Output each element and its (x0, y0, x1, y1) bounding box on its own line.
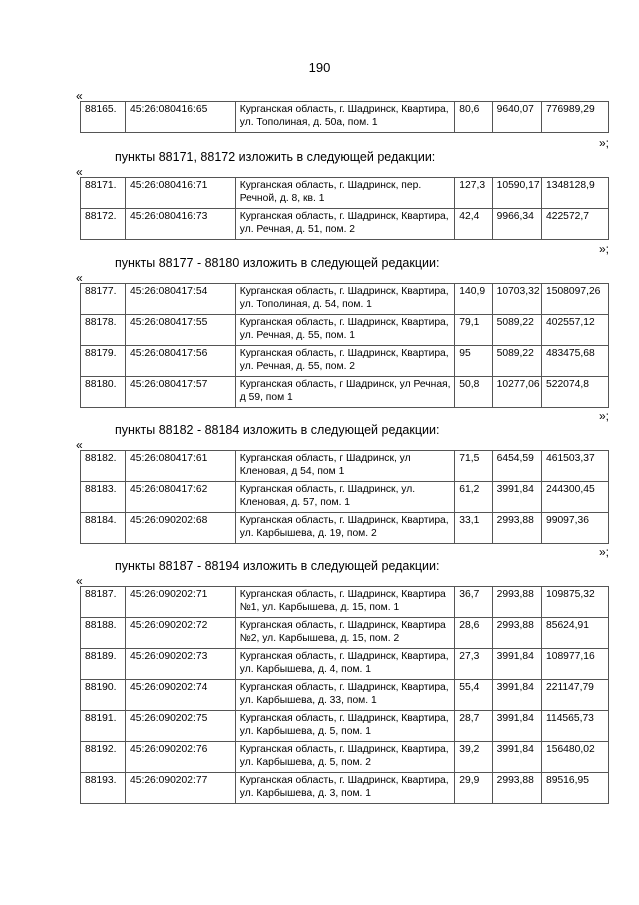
cell-number: 88188. (81, 618, 126, 649)
cell-address: Курганская область, г. Шадринск, Квартира, ул. Речная, д. 55, пом. 1 (235, 315, 455, 346)
cell-cadastral: 45:26:090202:68 (126, 513, 236, 544)
cell-cadastral: 45:26:080416:65 (126, 102, 236, 133)
quote-open: « (76, 165, 83, 179)
quote-close: »; (598, 545, 609, 559)
instruction-text: пункты 88171, 88172 изложить в следующей редакции: (115, 150, 436, 164)
cell-value: 522074,8 (542, 377, 609, 408)
table-row (81, 315, 609, 346)
cell-address: Курганская область, г. Шадринск, ул. Кленовая, д. 57, пом. 1 (235, 482, 455, 513)
quote-open: « (76, 574, 83, 588)
cell-rate: 9966,34 (492, 209, 541, 240)
cell-address: Курганская область, г. Шадринск, Квартира, ул. Карбышева, д. 3, пом. 1 (235, 773, 455, 804)
cell-rate: 10703,32 (492, 284, 541, 315)
quote-close: »; (598, 242, 609, 256)
cell-address: Курганская область, г. Шадринск, пер. Речной, д. 8, кв. 1 (235, 178, 455, 209)
cell-address: Курганская область, г. Шадринск, Квартира №2, ул. Карбышева, д. 15, пом. 2 (235, 618, 455, 649)
cell-cadastral: 45:26:090202:71 (126, 587, 236, 618)
cell-value: 422572,7 (542, 209, 609, 240)
cell-value: 483475,68 (542, 346, 609, 377)
instruction-text: пункты 88182 - 88184 изложить в следующей редакции: (115, 423, 440, 437)
instruction-text: пункты 88177 - 88180 изложить в следующей редакции: (115, 256, 440, 270)
cell-rate: 2993,88 (492, 773, 541, 804)
cell-cadastral: 45:26:090202:72 (126, 618, 236, 649)
cell-address: Курганская область, г. Шадринск, Квартира, ул. Карбышева, д. 5, пом. 2 (235, 742, 455, 773)
cell-area: 55,4 (455, 680, 492, 711)
table-section-2 (80, 283, 609, 408)
cell-cadastral: 45:26:080416:73 (126, 209, 236, 240)
cell-number: 88182. (81, 451, 126, 482)
cell-address: Курганская область, г Шадринск, ул Речная, д 59, пом 1 (235, 377, 455, 408)
cell-value: 156480,02 (542, 742, 609, 773)
cell-cadastral: 45:26:090202:76 (126, 742, 236, 773)
cell-cadastral: 45:26:090202:75 (126, 711, 236, 742)
cell-address: Курганская область, г. Шадринск, Квартира, ул. Карбышева, д. 4, пом. 1 (235, 649, 455, 680)
cell-value: 776989,29 (542, 102, 609, 133)
cell-value: 244300,45 (542, 482, 609, 513)
cell-area: 29,9 (455, 773, 492, 804)
cell-rate: 2993,88 (492, 513, 541, 544)
cell-address: Курганская область, г. Шадринск, Квартира, ул. Речная, д. 51, пом. 2 (235, 209, 455, 240)
cell-number: 88190. (81, 680, 126, 711)
table-section-1 (80, 177, 609, 240)
cell-address: Курганская область, г. Шадринск, Квартира №1, ул. Карбышева, д. 15, пом. 1 (235, 587, 455, 618)
cell-value: 109875,32 (542, 587, 609, 618)
cell-area: 39,2 (455, 742, 492, 773)
cell-value: 1508097,26 (542, 284, 609, 315)
quote-open: « (76, 271, 83, 285)
table-row (81, 209, 609, 240)
cell-cadastral: 45:26:080417:55 (126, 315, 236, 346)
table-section-0 (80, 101, 609, 133)
cell-area: 140,9 (455, 284, 492, 315)
cell-area: 80,6 (455, 102, 492, 133)
table-row (81, 377, 609, 408)
cell-value: 114565,73 (542, 711, 609, 742)
table-row (81, 482, 609, 513)
table-section-3 (80, 450, 609, 544)
cell-number: 88192. (81, 742, 126, 773)
cell-address: Курганская область, г. Шадринск, Квартира, ул. Карбышева, д. 19, пом. 2 (235, 513, 455, 544)
cell-value: 85624,91 (542, 618, 609, 649)
cell-rate: 5089,22 (492, 315, 541, 346)
cell-value: 1348128,9 (542, 178, 609, 209)
cell-cadastral: 45:26:080416:71 (126, 178, 236, 209)
cell-number: 88184. (81, 513, 126, 544)
cell-value: 461503,37 (542, 451, 609, 482)
table-row (81, 513, 609, 544)
quote-open: « (76, 438, 83, 452)
cell-area: 28,6 (455, 618, 492, 649)
table-row (81, 178, 609, 209)
cell-number: 88180. (81, 377, 126, 408)
cell-address: Курганская область, г. Шадринск, Квартира, ул. Тополиная, д. 54, пом. 1 (235, 284, 455, 315)
cell-area: 71,5 (455, 451, 492, 482)
cell-number: 88189. (81, 649, 126, 680)
cell-rate: 10277,06 (492, 377, 541, 408)
cell-area: 79,1 (455, 315, 492, 346)
cell-value: 402557,12 (542, 315, 609, 346)
table-row (81, 451, 609, 482)
cell-address: Курганская область, г. Шадринск, Квартира, ул. Карбышева, д. 33, пом. 1 (235, 680, 455, 711)
table-section-4 (80, 586, 609, 804)
cell-number: 88177. (81, 284, 126, 315)
cell-rate: 3991,84 (492, 680, 541, 711)
table-row (81, 618, 609, 649)
cell-number: 88171. (81, 178, 126, 209)
cell-value: 108977,16 (542, 649, 609, 680)
cell-cadastral: 45:26:080417:56 (126, 346, 236, 377)
cell-number: 88178. (81, 315, 126, 346)
quote-close: »; (598, 136, 609, 150)
page-number: 190 (308, 60, 331, 75)
cell-area: 61,2 (455, 482, 492, 513)
cell-rate: 2993,88 (492, 587, 541, 618)
cell-rate: 2993,88 (492, 618, 541, 649)
table-row (81, 649, 609, 680)
cell-address: Курганская область, г. Шадринск, Квартира, ул. Карбышева, д. 5, пом. 1 (235, 711, 455, 742)
cell-value: 221147,79 (542, 680, 609, 711)
table-row (81, 587, 609, 618)
table-row (81, 102, 609, 133)
cell-rate: 6454,59 (492, 451, 541, 482)
table-row (81, 284, 609, 315)
cell-number: 88179. (81, 346, 126, 377)
cell-area: 127,3 (455, 178, 492, 209)
quote-close: »; (598, 409, 609, 423)
table-row (81, 773, 609, 804)
cell-area: 33,1 (455, 513, 492, 544)
cell-cadastral: 45:26:080417:61 (126, 451, 236, 482)
quote-open: « (76, 89, 83, 103)
cell-cadastral: 45:26:090202:73 (126, 649, 236, 680)
cell-cadastral: 45:26:080417:62 (126, 482, 236, 513)
cell-value: 99097,36 (542, 513, 609, 544)
table-row (81, 680, 609, 711)
cell-rate: 3991,84 (492, 482, 541, 513)
cell-rate: 3991,84 (492, 649, 541, 680)
cell-area: 36,7 (455, 587, 492, 618)
cell-area: 28,7 (455, 711, 492, 742)
cell-number: 88193. (81, 773, 126, 804)
cell-address: Курганская область, г. Шадринск, Квартира, ул. Речная, д. 55, пом. 2 (235, 346, 455, 377)
cell-cadastral: 45:26:090202:77 (126, 773, 236, 804)
cell-cadastral: 45:26:090202:74 (126, 680, 236, 711)
cell-number: 88183. (81, 482, 126, 513)
cell-value: 89516,95 (542, 773, 609, 804)
cell-area: 95 (455, 346, 492, 377)
cell-address: Курганская область, г Шадринск, ул Кленовая, д 54, пом 1 (235, 451, 455, 482)
cell-cadastral: 45:26:080417:54 (126, 284, 236, 315)
cell-number: 88187. (81, 587, 126, 618)
cell-rate: 5089,22 (492, 346, 541, 377)
cell-number: 88165. (81, 102, 126, 133)
cell-rate: 10590,17 (492, 178, 541, 209)
cell-area: 27,3 (455, 649, 492, 680)
cell-cadastral: 45:26:080417:57 (126, 377, 236, 408)
cell-rate: 9640,07 (492, 102, 541, 133)
table-row (81, 346, 609, 377)
instruction-text: пункты 88187 - 88194 изложить в следующей редакции: (115, 559, 440, 573)
cell-area: 50,8 (455, 377, 492, 408)
cell-rate: 3991,84 (492, 742, 541, 773)
cell-address: Курганская область, г. Шадринск, Квартира, ул. Тополиная, д. 50а, пом. 1 (235, 102, 455, 133)
cell-number: 88172. (81, 209, 126, 240)
cell-area: 42,4 (455, 209, 492, 240)
table-row (81, 711, 609, 742)
table-row (81, 742, 609, 773)
cell-rate: 3991,84 (492, 711, 541, 742)
cell-number: 88191. (81, 711, 126, 742)
